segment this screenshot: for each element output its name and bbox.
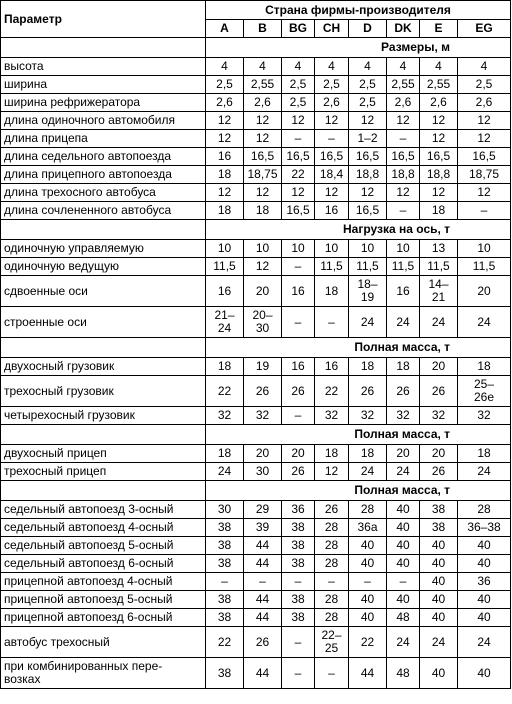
- value-cell-a: 16: [206, 276, 244, 307]
- section-row: [1, 425, 511, 445]
- value-cell-d: 40: [349, 537, 387, 555]
- value-cell-ch: 16: [315, 358, 349, 376]
- value-cell-d: 44: [349, 658, 387, 689]
- value-cell-dk: 40: [387, 537, 420, 555]
- value-cell-eg: 40: [458, 537, 511, 555]
- value-cell-e: 13: [420, 240, 458, 258]
- value-cell-b: 12: [244, 184, 282, 202]
- value-cell-dk: 20: [387, 445, 420, 463]
- value-cell-eg: 10: [458, 240, 511, 258]
- value-cell-ch: 28: [315, 555, 349, 573]
- value-cell-eg: 12: [458, 184, 511, 202]
- value-cell-dk: 16,5: [387, 148, 420, 166]
- value-cell-ch: 11,5: [315, 258, 349, 276]
- value-cell-d: –: [349, 573, 387, 591]
- param-cell: при комбинированных пере- возках: [1, 658, 206, 689]
- country-code-b: B: [244, 20, 282, 38]
- table-body: [1, 38, 511, 689]
- value-cell-d: 24: [349, 463, 387, 481]
- country-code-e: E: [420, 20, 458, 38]
- value-cell-ch: 12: [315, 112, 349, 130]
- value-cell-dk: 24: [387, 627, 420, 658]
- value-cell-e: 18,8: [420, 166, 458, 184]
- value-cell-e: 18: [420, 202, 458, 220]
- value-cell-e: 38: [420, 519, 458, 537]
- value-cell-dk: 40: [387, 519, 420, 537]
- value-cell-d: 11,5: [349, 258, 387, 276]
- value-cell-b: 20: [244, 276, 282, 307]
- value-cell-eg: 40: [458, 555, 511, 573]
- value-cell-a: 24: [206, 463, 244, 481]
- value-cell-ch: –: [315, 130, 349, 148]
- value-cell-eg: 40: [458, 591, 511, 609]
- value-cell-ch: 28: [315, 591, 349, 609]
- value-cell-e: 20: [420, 358, 458, 376]
- value-cell-ch: 12: [315, 463, 349, 481]
- table-row: [1, 58, 511, 76]
- value-cell-bg: 4: [282, 58, 315, 76]
- value-cell-a: 30: [206, 501, 244, 519]
- table-row: [1, 463, 511, 481]
- value-cell-a: 12: [206, 112, 244, 130]
- value-cell-a: 22: [206, 376, 244, 407]
- section-row: [1, 481, 511, 501]
- value-cell-dk: 18,8: [387, 166, 420, 184]
- param-cell: прицепной автопоезд 5-осный: [1, 591, 206, 609]
- value-cell-e: 16,5: [420, 148, 458, 166]
- value-cell-e: 32: [420, 407, 458, 425]
- value-cell-dk: 4: [387, 58, 420, 76]
- value-cell-b: 26: [244, 376, 282, 407]
- value-cell-bg: 36: [282, 501, 315, 519]
- value-cell-dk: 10: [387, 240, 420, 258]
- value-cell-dk: 12: [387, 112, 420, 130]
- value-cell-dk: 2,6: [387, 94, 420, 112]
- value-cell-b: 2,6: [244, 94, 282, 112]
- value-cell-dk: 26: [387, 376, 420, 407]
- value-cell-e: 12: [420, 112, 458, 130]
- value-cell-e: 12: [420, 130, 458, 148]
- value-cell-a: 38: [206, 519, 244, 537]
- section-row: [1, 220, 511, 240]
- table-row: [1, 130, 511, 148]
- value-cell-ch: 18: [315, 276, 349, 307]
- value-cell-b: 12: [244, 258, 282, 276]
- value-cell-d: 26: [349, 376, 387, 407]
- value-cell-b: 44: [244, 658, 282, 689]
- value-cell-eg: 40: [458, 609, 511, 627]
- country-code-bg: BG: [282, 20, 315, 38]
- value-cell-bg: 26: [282, 463, 315, 481]
- value-cell-eg: 11,5: [458, 258, 511, 276]
- value-cell-dk: 40: [387, 591, 420, 609]
- value-cell-ch: 18: [315, 445, 349, 463]
- table-row: [1, 258, 511, 276]
- value-cell-a: 12: [206, 130, 244, 148]
- value-cell-eg: 40: [458, 658, 511, 689]
- param-cell: четырехосный грузовик: [1, 407, 206, 425]
- value-cell-e: 11,5: [420, 258, 458, 276]
- value-cell-ch: 18,4: [315, 166, 349, 184]
- value-cell-bg: 12: [282, 112, 315, 130]
- param-cell: седельный автопоезд 4-осный: [1, 519, 206, 537]
- value-cell-e: 12: [420, 184, 458, 202]
- value-cell-e: 20: [420, 445, 458, 463]
- param-cell: длина одиночного автомобиля: [1, 112, 206, 130]
- value-cell-d: 22: [349, 627, 387, 658]
- value-cell-b: 20– 30: [244, 307, 282, 338]
- value-cell-b: 44: [244, 537, 282, 555]
- value-cell-ch: 16,5: [315, 148, 349, 166]
- value-cell-a: 22: [206, 627, 244, 658]
- value-cell-eg: 24: [458, 307, 511, 338]
- value-cell-a: 16: [206, 148, 244, 166]
- value-cell-eg: 18: [458, 358, 511, 376]
- param-cell: одиночную ведущую: [1, 258, 206, 276]
- value-cell-bg: 22: [282, 166, 315, 184]
- value-cell-eg: 16,5: [458, 148, 511, 166]
- value-cell-ch: 2,5: [315, 76, 349, 94]
- table-row: [1, 76, 511, 94]
- table-row: [1, 184, 511, 202]
- table-row: [1, 627, 511, 658]
- value-cell-ch: 22– 25: [315, 627, 349, 658]
- value-cell-a: 38: [206, 591, 244, 609]
- value-cell-ch: 16: [315, 202, 349, 220]
- value-cell-eg: 18,75: [458, 166, 511, 184]
- param-cell: седельный автопоезд 5-осный: [1, 537, 206, 555]
- value-cell-b: 18,75: [244, 166, 282, 184]
- value-cell-b: 32: [244, 407, 282, 425]
- value-cell-ch: 2,6: [315, 94, 349, 112]
- value-cell-b: 10: [244, 240, 282, 258]
- value-cell-bg: 16,5: [282, 148, 315, 166]
- param-cell: седельный автопоезд 6-осный: [1, 555, 206, 573]
- value-cell-eg: 18: [458, 445, 511, 463]
- section-blank-cell: [1, 425, 206, 445]
- value-cell-eg: 25– 26е: [458, 376, 511, 407]
- param-cell: длина прицепа: [1, 130, 206, 148]
- value-cell-e: 40: [420, 658, 458, 689]
- value-cell-bg: –: [282, 658, 315, 689]
- value-cell-d: 16,5: [349, 202, 387, 220]
- value-cell-d: 40: [349, 555, 387, 573]
- value-cell-e: 4: [420, 58, 458, 76]
- value-cell-dk: –: [387, 573, 420, 591]
- value-cell-dk: –: [387, 202, 420, 220]
- value-cell-bg: 16: [282, 358, 315, 376]
- value-cell-bg: –: [282, 258, 315, 276]
- value-cell-e: 2,55: [420, 76, 458, 94]
- param-cell: длина седельного автопоезда: [1, 148, 206, 166]
- value-cell-bg: –: [282, 627, 315, 658]
- value-cell-dk: 40: [387, 501, 420, 519]
- value-cell-eg: 36: [458, 573, 511, 591]
- value-cell-e: 26: [420, 376, 458, 407]
- value-cell-eg: 12: [458, 112, 511, 130]
- section-title: Нагрузка на ось, т: [206, 220, 511, 240]
- value-cell-a: 11,5: [206, 258, 244, 276]
- table-row: [1, 519, 511, 537]
- value-cell-b: 2,55: [244, 76, 282, 94]
- table-row: [1, 94, 511, 112]
- value-cell-bg: –: [282, 307, 315, 338]
- section-blank-cell: [1, 481, 206, 501]
- value-cell-d: 4: [349, 58, 387, 76]
- table-row: [1, 358, 511, 376]
- section-row: [1, 38, 511, 58]
- value-cell-ch: 28: [315, 537, 349, 555]
- value-cell-d: 2,5: [349, 94, 387, 112]
- param-cell: длина прицепного автопоезда: [1, 166, 206, 184]
- value-cell-bg: –: [282, 573, 315, 591]
- param-cell: длина трехосного автобуса: [1, 184, 206, 202]
- value-cell-e: 40: [420, 537, 458, 555]
- table-row: [1, 407, 511, 425]
- value-cell-d: 12: [349, 112, 387, 130]
- value-cell-e: 40: [420, 555, 458, 573]
- value-cell-bg: 38: [282, 537, 315, 555]
- value-cell-b: 44: [244, 609, 282, 627]
- value-cell-bg: 16: [282, 276, 315, 307]
- value-cell-b: 18: [244, 202, 282, 220]
- country-code-ch: CH: [315, 20, 349, 38]
- table-row: [1, 166, 511, 184]
- country-header: Страна фирмы-производителя: [206, 1, 511, 20]
- value-cell-dk: 16: [387, 276, 420, 307]
- value-cell-ch: 28: [315, 609, 349, 627]
- value-cell-b: 12: [244, 130, 282, 148]
- value-cell-dk: –: [387, 130, 420, 148]
- value-cell-a: 38: [206, 658, 244, 689]
- value-cell-e: 38: [420, 501, 458, 519]
- value-cell-b: 16,5: [244, 148, 282, 166]
- table-row: [1, 148, 511, 166]
- param-cell: седельный автопоезд 3-осный: [1, 501, 206, 519]
- value-cell-dk: 12: [387, 184, 420, 202]
- value-cell-d: 2,5: [349, 76, 387, 94]
- value-cell-b: 19: [244, 358, 282, 376]
- value-cell-eg: 28: [458, 501, 511, 519]
- value-cell-e: 2,6: [420, 94, 458, 112]
- value-cell-a: 18: [206, 202, 244, 220]
- value-cell-a: 38: [206, 537, 244, 555]
- value-cell-eg: –: [458, 202, 511, 220]
- value-cell-b: 26: [244, 627, 282, 658]
- value-cell-ch: –: [315, 658, 349, 689]
- param-cell: трехосный прицеп: [1, 463, 206, 481]
- value-cell-d: 18: [349, 445, 387, 463]
- param-cell: автобус трехосный: [1, 627, 206, 658]
- value-cell-b: 44: [244, 591, 282, 609]
- country-code-a: A: [206, 20, 244, 38]
- value-cell-a: 18: [206, 166, 244, 184]
- value-cell-ch: 10: [315, 240, 349, 258]
- value-cell-d: 16,5: [349, 148, 387, 166]
- value-cell-eg: 12: [458, 130, 511, 148]
- value-cell-bg: 12: [282, 184, 315, 202]
- table-row: [1, 609, 511, 627]
- value-cell-bg: 38: [282, 609, 315, 627]
- param-cell: одиночную управляемую: [1, 240, 206, 258]
- section-blank-cell: [1, 220, 206, 240]
- value-cell-eg: 32: [458, 407, 511, 425]
- value-cell-b: 30: [244, 463, 282, 481]
- value-cell-d: 1–2: [349, 130, 387, 148]
- param-cell: прицепной автопоезд 6-осный: [1, 609, 206, 627]
- value-cell-b: 20: [244, 445, 282, 463]
- table-row: [1, 376, 511, 407]
- value-cell-bg: 20: [282, 445, 315, 463]
- section-blank-cell: [1, 338, 206, 358]
- value-cell-bg: 38: [282, 591, 315, 609]
- value-cell-dk: 48: [387, 609, 420, 627]
- param-header: Параметр: [1, 1, 206, 38]
- param-cell: двухосный грузовик: [1, 358, 206, 376]
- table-row: [1, 573, 511, 591]
- value-cell-ch: –: [315, 307, 349, 338]
- value-cell-ch: 22: [315, 376, 349, 407]
- table-row: [1, 202, 511, 220]
- param-cell: ширина: [1, 76, 206, 94]
- value-cell-d: 18– 19: [349, 276, 387, 307]
- value-cell-bg: –: [282, 130, 315, 148]
- value-cell-d: 40: [349, 609, 387, 627]
- value-cell-d: 28: [349, 501, 387, 519]
- section-title: Размеры, м: [206, 38, 511, 58]
- value-cell-e: 40: [420, 573, 458, 591]
- value-cell-ch: 12: [315, 184, 349, 202]
- value-cell-b: 44: [244, 555, 282, 573]
- table-row: [1, 276, 511, 307]
- country-code-eg: EG: [458, 20, 511, 38]
- value-cell-a: 12: [206, 184, 244, 202]
- table-row: [1, 555, 511, 573]
- table-row: [1, 445, 511, 463]
- param-cell: ширина рефрижератора: [1, 94, 206, 112]
- value-cell-a: 4: [206, 58, 244, 76]
- value-cell-d: 24: [349, 307, 387, 338]
- country-code-d: D: [349, 20, 387, 38]
- value-cell-dk: 24: [387, 463, 420, 481]
- table-row: [1, 658, 511, 689]
- value-cell-bg: 2,5: [282, 76, 315, 94]
- value-cell-dk: 24: [387, 307, 420, 338]
- value-cell-d: 12: [349, 184, 387, 202]
- value-cell-dk: 32: [387, 407, 420, 425]
- section-title: Полная масса, т: [206, 425, 511, 445]
- value-cell-eg: 2,5: [458, 76, 511, 94]
- table-header: [1, 1, 511, 38]
- value-cell-d: 40: [349, 591, 387, 609]
- value-cell-eg: 24: [458, 627, 511, 658]
- param-cell: высота: [1, 58, 206, 76]
- value-cell-b: 4: [244, 58, 282, 76]
- section-title: Полная масса, т: [206, 338, 511, 358]
- value-cell-d: 18: [349, 358, 387, 376]
- value-cell-a: 18: [206, 445, 244, 463]
- value-cell-bg: 38: [282, 555, 315, 573]
- value-cell-d: 32: [349, 407, 387, 425]
- param-cell: трехосный грузовик: [1, 376, 206, 407]
- param-cell: длина сочлененного автобуса: [1, 202, 206, 220]
- value-cell-bg: 16,5: [282, 202, 315, 220]
- param-cell: двухосный прицеп: [1, 445, 206, 463]
- value-cell-bg: 10: [282, 240, 315, 258]
- value-cell-a: 18: [206, 358, 244, 376]
- value-cell-eg: 24: [458, 463, 511, 481]
- value-cell-bg: 2,5: [282, 94, 315, 112]
- table-row: [1, 501, 511, 519]
- value-cell-dk: 40: [387, 555, 420, 573]
- value-cell-ch: 26: [315, 501, 349, 519]
- value-cell-dk: 48: [387, 658, 420, 689]
- value-cell-a: 10: [206, 240, 244, 258]
- value-cell-a: 2,5: [206, 76, 244, 94]
- value-cell-eg: 36–38: [458, 519, 511, 537]
- section-blank-cell: [1, 38, 206, 58]
- value-cell-ch: –: [315, 573, 349, 591]
- value-cell-e: 24: [420, 307, 458, 338]
- value-cell-ch: 28: [315, 519, 349, 537]
- param-cell: сдвоенные оси: [1, 276, 206, 307]
- value-cell-dk: 2,55: [387, 76, 420, 94]
- value-cell-d: 10: [349, 240, 387, 258]
- value-cell-a: –: [206, 573, 244, 591]
- value-cell-bg: 26: [282, 376, 315, 407]
- table-row: [1, 591, 511, 609]
- value-cell-e: 26: [420, 463, 458, 481]
- value-cell-d: 18,8: [349, 166, 387, 184]
- value-cell-ch: 4: [315, 58, 349, 76]
- table-row: [1, 307, 511, 338]
- value-cell-dk: 18: [387, 358, 420, 376]
- value-cell-eg: 2,6: [458, 94, 511, 112]
- value-cell-a: 38: [206, 555, 244, 573]
- value-cell-e: 24: [420, 627, 458, 658]
- param-cell: строенные оси: [1, 307, 206, 338]
- value-cell-e: 14– 21: [420, 276, 458, 307]
- value-cell-e: 40: [420, 591, 458, 609]
- value-cell-dk: 11,5: [387, 258, 420, 276]
- value-cell-bg: 38: [282, 519, 315, 537]
- value-cell-bg: –: [282, 407, 315, 425]
- value-cell-b: 39: [244, 519, 282, 537]
- table-row: [1, 112, 511, 130]
- value-cell-b: 12: [244, 112, 282, 130]
- table-row: [1, 240, 511, 258]
- value-cell-a: 21– 24: [206, 307, 244, 338]
- country-code-dk: DK: [387, 20, 420, 38]
- value-cell-d: 36а: [349, 519, 387, 537]
- section-row: [1, 338, 511, 358]
- section-title: Полная масса, т: [206, 481, 511, 501]
- value-cell-a: 38: [206, 609, 244, 627]
- value-cell-eg: 20: [458, 276, 511, 307]
- value-cell-b: 29: [244, 501, 282, 519]
- value-cell-ch: 32: [315, 407, 349, 425]
- table-row: [1, 537, 511, 555]
- value-cell-e: 40: [420, 609, 458, 627]
- value-cell-a: 32: [206, 407, 244, 425]
- value-cell-a: 2,6: [206, 94, 244, 112]
- param-cell: прицепной автопоезд 4-осный: [1, 573, 206, 591]
- value-cell-eg: 4: [458, 58, 511, 76]
- value-cell-b: –: [244, 573, 282, 591]
